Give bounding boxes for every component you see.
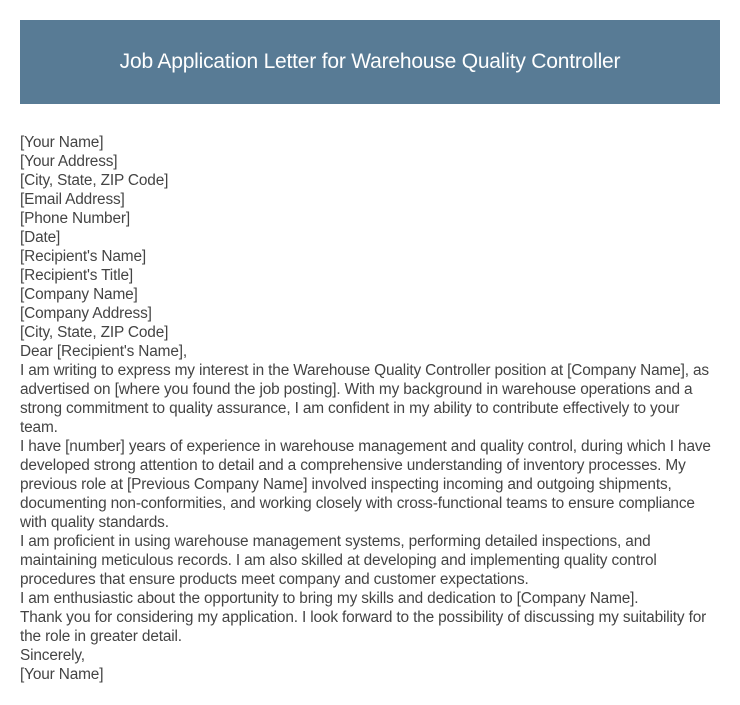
recipient-company: [Company Name] — [20, 286, 138, 303]
paragraph-thanks: Thank you for considering my application. I look forward to the possibility of discussing my suitability for the role in greater detail. — [20, 609, 707, 645]
letter-date: [Date] — [20, 229, 61, 246]
paragraph-enthusiasm: I am enthusiastic about the opportunity to bring my skills and dedication to [Company Name]. — [20, 590, 639, 607]
paragraph-intro: I am writing to express my interest in the Warehouse Quality Controller position at [Company Name], as advertised on [where you found the job posting]. With my background in warehouse operations and a strong commitment to quality assurance, I am confident in my ability to contribute effectively to your team. — [20, 362, 709, 436]
paragraph-experience: I have [number] years of experience in warehouse management and quality control, during which I have developed strong attention to detail and a comprehensive understanding of inventory processes. My previous role at [Previous Company Name] involved inspecting incoming and outgoing shipments, documenting non-conformities, and working closely with cross-functional teams to ensure compliance with quality standards. — [20, 438, 711, 531]
sender-phone: [Phone Number] — [20, 210, 130, 227]
page-title: Job Application Letter for Warehouse Quality Controller — [119, 50, 621, 73]
sender-name: [Your Name] — [20, 134, 104, 151]
recipient-title: [Recipient's Title] — [20, 267, 134, 284]
sender-address: [Your Address] — [20, 153, 118, 170]
recipient-name: [Recipient's Name] — [20, 248, 146, 265]
recipient-address: [Company Address] — [20, 305, 152, 322]
title-banner — [20, 20, 720, 104]
closing: Sincerely, — [20, 647, 85, 664]
recipient-city-state-zip: [City, State, ZIP Code] — [20, 324, 169, 341]
salutation: Dear [Recipient's Name], — [20, 343, 187, 360]
sender-email: [Email Address] — [20, 191, 125, 208]
signature: [Your Name] — [20, 666, 104, 683]
letter-body — [20, 133, 720, 684]
sender-city-state-zip: [City, State, ZIP Code] — [20, 172, 169, 189]
paragraph-skills: I am proficient in using warehouse management systems, performing detailed inspections, and maintaining meticulous records. I am also skilled at developing and implementing quality control procedures that ensure products meet company and customer expectations. — [20, 533, 657, 588]
